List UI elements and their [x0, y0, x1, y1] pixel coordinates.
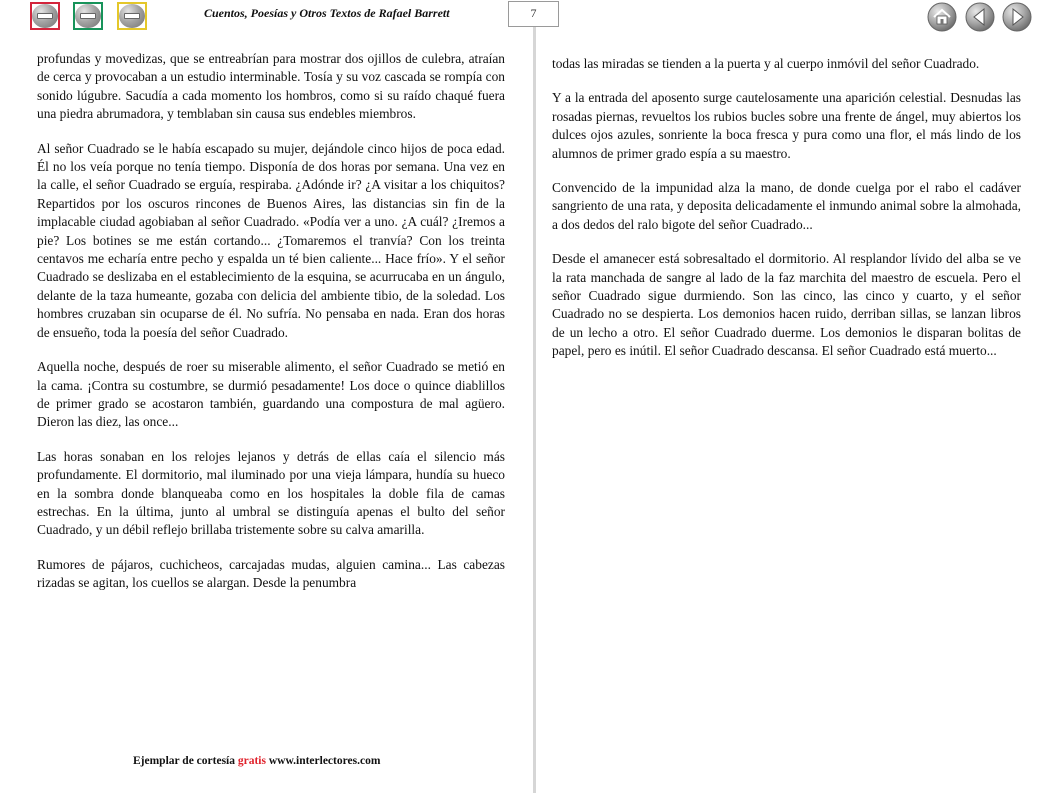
footer-gratis: gratis — [237, 755, 266, 767]
minus-icon — [119, 4, 145, 28]
footer-site-link[interactable]: www.interlectores.com — [268, 755, 381, 767]
home-icon — [927, 2, 957, 32]
previous-page-button[interactable] — [965, 2, 995, 32]
footer — [133, 755, 380, 767]
minus-icon — [75, 4, 101, 28]
paragraph: Convencido de la impunidad alza la mano, de donde cuelga por el rabo el cadáver sangriento de una rata, y deposita delicadamente el inmundo animal sobre la almohada, a dos dedos del ralo bigote del señor Cuadrado... — [552, 180, 1021, 232]
minimize-button[interactable] — [73, 2, 103, 30]
left-column — [37, 50, 505, 609]
minus-icon — [32, 4, 58, 28]
paragraph: Rumores de pájaros, cuchicheos, carcajadas mudas, alguien camina... Las cabezas rizadas se agitan, los cuellos se alargan. Desde la penumbra — [37, 556, 505, 591]
footer-prefix: Ejemplar de cortesía — [133, 755, 235, 767]
paragraph: Desde el amanecer está sobresaltado el dormitorio. Al resplandor lívido del alba se ve la rata manchada de sangre al lado de la faz marchita del maestro de escuela. Pero el señor Cuadrado sigue durmiendo. Son las cinco, las cinco y cuarto, y el señor Cuadrado no se despierta. Los demonios hacen ruido, derriban sillas, se lanzan libros de un lecho a otro. El señor Cuadrado duerme. Los demonios le disparan bolitas de papel, pero es inútil. El señor Cuadrado descansa. El señor Cuadrado está muerto... — [552, 251, 1021, 359]
arrow-right-icon — [1002, 2, 1032, 32]
close-button[interactable] — [30, 2, 60, 30]
paragraph: Aquella noche, después de roer su miserable alimento, el señor Cuadrado se metió en la cama. ¡Contra su costumbre, se durmió pesadamente! Los doce o quince diablillos de primer grado se acostaron también, guardando una compostura de mal agüero. Dieron las diez, las once... — [37, 359, 505, 430]
paragraph: Las horas sonaban en los relojes lejanos y detrás de ellas caía el silencio más profundamente. El dormitorio, mal iluminado por una vieja lámpara, hundía su hueco en la sombra donde blanqueaba como en los hospitales la doble fila de camas estrechas. En la última, junto al umbral se distinguía apenas el bulto del señor Cuadrado, y un débil reflejo brillaba tristemente sobre su calva amarilla. — [37, 448, 505, 538]
next-page-button[interactable] — [1002, 2, 1032, 32]
paragraph: Y a la entrada del aposento surge cautelosamente una aparición celestial. Desnudas las rosadas piernas, revueltos los rubios bucles sobre una frente de ángel, muy abiertos los dulces ojos azules, sonriente la boca fresca y pura como una flor, el más lindo de los alumnos de primer grado espía a su maestro. — [552, 90, 1021, 161]
paragraph: profundas y movedizas, que se entreabrían para mostrar dos ojillos de culebra, atraían de cerca y provocaban a un estudio interminable. Tosía y su voz cascada se rompía con sonido lúgubre. Sacudía a cada momento los hombros, como si su raído chaqué fuera una piedra abrumadora, y temblaban sin causa sus endebles miembros. — [37, 51, 505, 122]
home-button[interactable] — [927, 2, 957, 32]
page-number: 7 — [508, 1, 559, 27]
book-title: Cuentos, Poesías y Otros Textos de Rafael Barrett — [204, 6, 450, 20]
paragraph: todas las miradas se tienden a la puerta y al cuerpo inmóvil del señor Cuadrado. — [552, 56, 980, 71]
maximize-button[interactable] — [117, 2, 147, 30]
paragraph: Al señor Cuadrado se le había escapado su mujer, dejándole cinco hijos de poca edad. Él no los veía porque no tenía tiempo. Disponía de dos horas por semana. Una vez en la calle, el señor Cuadrado se erguía, respiraba. ¿Adónde ir? ¿A visitar a los chiquitos? Repartidos por los oscuros rincones de Buenos Aires, las distancias sin fin de la implacable ciudad agobiaban al señor Cuadrado. «Podía ver a uno. ¿A cuál? ¿Iremos a pie? Los botines se me están cortando... ¿Tomaremos el tranvía? Con los treinta centavos me echaría entre pecho y espalda un té bien caliente... Hace frío». Y el señor Cuadrado se deslizaba en el establecimiento de la esquina, se acurrucaba en un ángulo, delante de la taza humeante, gozaba con delicia del ambiente tibio, de la soledad. Los hombres cruzaban sin ocuparse de él. No sufría. No pensaba en nada. Eran dos horas de ensueño, toda la poesía del señor Cuadrado. — [37, 140, 505, 340]
column-divider — [533, 27, 536, 793]
arrow-left-icon — [965, 2, 995, 32]
right-column — [552, 55, 1021, 377]
